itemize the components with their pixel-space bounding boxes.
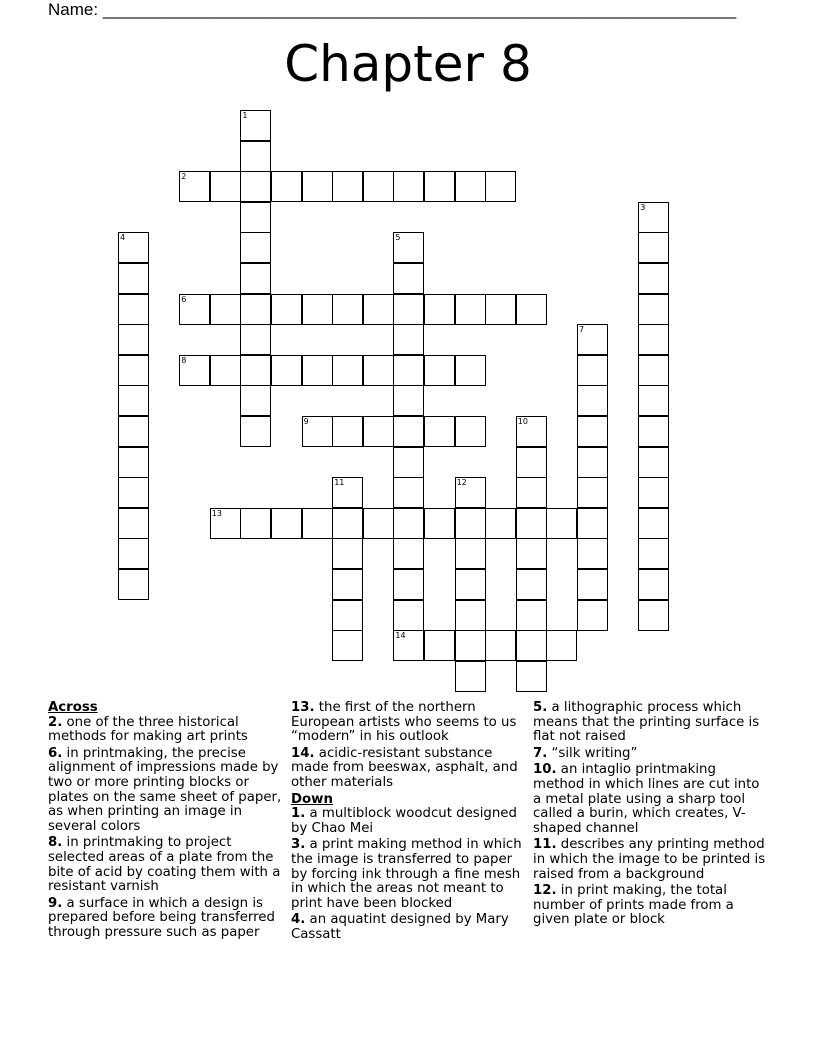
clue-number: 10 bbox=[517, 417, 528, 426]
grid-cell[interactable] bbox=[516, 538, 547, 569]
grid-cell[interactable] bbox=[424, 171, 455, 202]
grid-cell[interactable] bbox=[577, 538, 608, 569]
name-field[interactable]: Name: ___________________________________________________________________ bbox=[48, 0, 737, 19]
clue-down-11: 11. describes any printing method in which the image to be printed is raised from a background bbox=[533, 837, 766, 882]
grid-cell[interactable] bbox=[516, 294, 547, 325]
clue-down-5: 5. a lithographic process which means that the printing surface is flat not raised bbox=[533, 700, 760, 745]
clue-across-2: 2. one of the three historical methods for making art prints bbox=[48, 714, 248, 745]
grid-cell[interactable] bbox=[546, 630, 577, 661]
grid-cell[interactable] bbox=[210, 508, 241, 539]
grid-cell[interactable] bbox=[577, 447, 608, 478]
grid-cell[interactable] bbox=[332, 416, 363, 447]
grid-cell[interactable] bbox=[210, 171, 241, 202]
grid-cell[interactable] bbox=[455, 477, 486, 508]
grid-cell[interactable] bbox=[302, 416, 333, 447]
clue-across-13: 13. the first of the northern European artists who seems to us “modern” in his outlook bbox=[291, 700, 517, 745]
grid-cell[interactable] bbox=[455, 538, 486, 569]
grid-cell[interactable] bbox=[393, 416, 424, 447]
grid-cell[interactable] bbox=[393, 477, 424, 508]
grid-cell[interactable] bbox=[179, 294, 210, 325]
clues-column-2 bbox=[291, 701, 525, 945]
grid-cell[interactable] bbox=[332, 508, 363, 539]
grid-cell[interactable] bbox=[240, 202, 271, 233]
grid-cell[interactable] bbox=[302, 355, 333, 386]
grid-cell[interactable] bbox=[240, 263, 271, 294]
grid-cell[interactable] bbox=[577, 385, 608, 416]
clue-number: 14 bbox=[395, 631, 406, 641]
grid-cell[interactable] bbox=[638, 538, 669, 569]
grid-cell[interactable] bbox=[179, 171, 210, 202]
grid-cell[interactable] bbox=[516, 416, 547, 447]
grid-cell[interactable] bbox=[638, 385, 669, 416]
down-heading: Down bbox=[291, 791, 333, 807]
grid-cell[interactable] bbox=[332, 538, 363, 569]
clue-number: 9 bbox=[303, 417, 309, 426]
grid-cell[interactable] bbox=[240, 294, 271, 325]
grid-cell[interactable] bbox=[485, 294, 516, 325]
grid-cell[interactable] bbox=[332, 630, 363, 661]
clue-number: 13 bbox=[211, 508, 222, 518]
grid-cell[interactable] bbox=[118, 385, 149, 416]
grid-cell[interactable] bbox=[485, 508, 516, 539]
grid-cell[interactable] bbox=[393, 232, 424, 263]
clue-across-6: 6. in printmaking, the precise alignment of impressions made by two or more printing blocks or plates on the same sheet of paper, as when printing an image in several colors bbox=[48, 745, 282, 834]
grid-cell[interactable] bbox=[638, 324, 669, 355]
grid-cell[interactable] bbox=[179, 355, 210, 386]
grid-cell[interactable] bbox=[577, 355, 608, 386]
clues-column-3 bbox=[533, 701, 767, 930]
grid-cell[interactable] bbox=[363, 294, 394, 325]
grid-cell[interactable] bbox=[455, 661, 486, 692]
grid-cell[interactable] bbox=[302, 171, 333, 202]
grid-cell[interactable] bbox=[393, 355, 424, 386]
grid-cell[interactable] bbox=[393, 294, 424, 325]
grid-cell[interactable] bbox=[516, 569, 547, 600]
grid-cell[interactable] bbox=[118, 355, 149, 386]
grid-cell[interactable] bbox=[240, 508, 271, 539]
across-heading: Across bbox=[48, 700, 98, 715]
grid-cell[interactable] bbox=[118, 232, 149, 263]
grid-cell[interactable] bbox=[455, 171, 486, 202]
grid-cell[interactable] bbox=[118, 416, 149, 447]
grid-cell[interactable] bbox=[271, 294, 302, 325]
grid-cell[interactable] bbox=[516, 661, 547, 692]
clue-down-4: 4. an aquatint designed by Mary Cassatt bbox=[291, 912, 509, 942]
grid-cell[interactable] bbox=[210, 355, 241, 386]
grid-cell[interactable] bbox=[455, 355, 486, 386]
grid-cell[interactable] bbox=[516, 508, 547, 539]
clue-across-14: 14. acidic-resistant substance made from beeswax, asphalt, and other materials bbox=[291, 745, 518, 790]
clue-down-10: 10. an intaglio printmaking method in which lines are cut into a metal plate using a sharp tool called a burin, which creates, V-shaped channel bbox=[533, 762, 760, 836]
grid-cell[interactable] bbox=[332, 477, 363, 508]
grid-cell[interactable] bbox=[424, 416, 455, 447]
grid-cell[interactable] bbox=[577, 508, 608, 539]
clue-number: 11 bbox=[334, 478, 345, 488]
clue-down-12: 12. in print making, the total number of prints made from a given plate or block bbox=[533, 883, 734, 928]
grid-cell[interactable] bbox=[210, 294, 241, 325]
grid-cell[interactable] bbox=[271, 171, 302, 202]
grid-cell[interactable] bbox=[516, 600, 547, 631]
grid-cell[interactable] bbox=[363, 508, 394, 539]
grid-cell[interactable] bbox=[393, 385, 424, 416]
grid-cell[interactable] bbox=[118, 569, 149, 600]
clue-number: 4 bbox=[120, 233, 126, 243]
grid-cell[interactable] bbox=[302, 508, 333, 539]
grid-cell[interactable] bbox=[638, 294, 669, 325]
grid-cell[interactable] bbox=[577, 477, 608, 508]
grid-cell[interactable] bbox=[638, 355, 669, 386]
grid-cell[interactable] bbox=[393, 447, 424, 478]
grid-cell[interactable] bbox=[118, 538, 149, 569]
grid-cell[interactable] bbox=[455, 600, 486, 631]
grid-cell[interactable] bbox=[332, 294, 363, 325]
grid-cell[interactable] bbox=[118, 294, 149, 325]
grid-cell[interactable] bbox=[638, 447, 669, 478]
grid-cell[interactable] bbox=[240, 355, 271, 386]
grid-cell[interactable] bbox=[455, 416, 486, 447]
clue-number: 7 bbox=[579, 325, 585, 335]
grid-cell[interactable] bbox=[363, 171, 394, 202]
grid-cell[interactable] bbox=[638, 416, 669, 447]
grid-cell[interactable] bbox=[424, 630, 455, 661]
clue-number: 1 bbox=[242, 111, 248, 120]
grid-cell[interactable] bbox=[332, 355, 363, 386]
grid-cell[interactable] bbox=[240, 232, 271, 263]
grid-cell[interactable] bbox=[485, 630, 516, 661]
clue-number: 8 bbox=[181, 355, 187, 365]
grid-cell[interactable] bbox=[118, 477, 149, 508]
clue-number: 5 bbox=[395, 233, 401, 243]
clue-number: 12 bbox=[456, 478, 467, 488]
grid-cell[interactable] bbox=[516, 630, 547, 661]
clue-across-9: 9. a surface in which a design is prepared before being transferred through pressure such as paper bbox=[48, 895, 275, 940]
grid-cell[interactable] bbox=[638, 202, 669, 233]
clues-column-1 bbox=[48, 701, 282, 943]
grid-cell[interactable] bbox=[393, 569, 424, 600]
clue-down-7: 7. “silk writing” bbox=[533, 745, 638, 761]
grid-cell[interactable] bbox=[240, 141, 271, 172]
grid-cell[interactable] bbox=[332, 569, 363, 600]
grid-cell[interactable] bbox=[638, 232, 669, 263]
grid-cell[interactable] bbox=[638, 263, 669, 294]
grid-cell[interactable] bbox=[424, 294, 455, 325]
grid-cell[interactable] bbox=[271, 355, 302, 386]
grid-cell[interactable] bbox=[638, 477, 669, 508]
grid-cell[interactable] bbox=[638, 508, 669, 539]
grid-cell[interactable] bbox=[332, 171, 363, 202]
grid-cell[interactable] bbox=[393, 508, 424, 539]
grid-cell[interactable] bbox=[240, 385, 271, 416]
grid-cell[interactable] bbox=[424, 355, 455, 386]
grid-cell[interactable] bbox=[546, 508, 577, 539]
grid-cell[interactable] bbox=[393, 538, 424, 569]
grid-cell[interactable] bbox=[393, 630, 424, 661]
grid-cell[interactable] bbox=[118, 263, 149, 294]
grid-cell[interactable] bbox=[240, 416, 271, 447]
page-title: Chapter 8 bbox=[284, 35, 532, 93]
clue-down-3: 3. a print making method in which the image is transferred to paper by forcing ink through a fine mesh in which the areas not meant to print have been blocked bbox=[291, 837, 522, 911]
clue-number: 3 bbox=[640, 202, 646, 212]
grid-cell[interactable] bbox=[302, 294, 333, 325]
grid-cell[interactable] bbox=[332, 600, 363, 631]
clue-across-8: 8. in printmaking to project selected areas of a plate from the bite of acid by coating them with a resistant varnish bbox=[48, 835, 281, 895]
grid-cell[interactable] bbox=[577, 416, 608, 447]
grid-cell[interactable] bbox=[240, 324, 271, 355]
grid-cell[interactable] bbox=[118, 447, 149, 478]
grid-cell[interactable] bbox=[393, 324, 424, 355]
clue-down-1: 1. a multiblock woodcut designed by Chao Mei bbox=[291, 806, 517, 836]
grid-cell[interactable] bbox=[516, 447, 547, 478]
grid-cell[interactable] bbox=[393, 600, 424, 631]
grid-cell[interactable] bbox=[577, 569, 608, 600]
grid-cell[interactable] bbox=[638, 569, 669, 600]
grid-cell[interactable] bbox=[638, 600, 669, 631]
grid-cell[interactable] bbox=[363, 416, 394, 447]
grid-cell[interactable] bbox=[118, 324, 149, 355]
grid-cell[interactable] bbox=[455, 508, 486, 539]
grid-cell[interactable] bbox=[240, 171, 271, 202]
grid-cell[interactable] bbox=[485, 171, 516, 202]
clue-number: 2 bbox=[181, 172, 187, 182]
grid-cell[interactable] bbox=[393, 171, 424, 202]
grid-cell[interactable] bbox=[455, 630, 486, 661]
grid-cell[interactable] bbox=[363, 355, 394, 386]
clue-number: 6 bbox=[181, 294, 187, 304]
grid-cell[interactable] bbox=[577, 600, 608, 631]
grid-cell[interactable] bbox=[577, 324, 608, 355]
grid-cell[interactable] bbox=[240, 110, 271, 141]
grid-cell[interactable] bbox=[271, 508, 302, 539]
grid-cell[interactable] bbox=[455, 569, 486, 600]
grid-cell[interactable] bbox=[455, 294, 486, 325]
grid-cell[interactable] bbox=[516, 477, 547, 508]
grid-cell[interactable] bbox=[424, 508, 455, 539]
grid-cell[interactable] bbox=[118, 508, 149, 539]
grid-cell[interactable] bbox=[393, 263, 424, 294]
